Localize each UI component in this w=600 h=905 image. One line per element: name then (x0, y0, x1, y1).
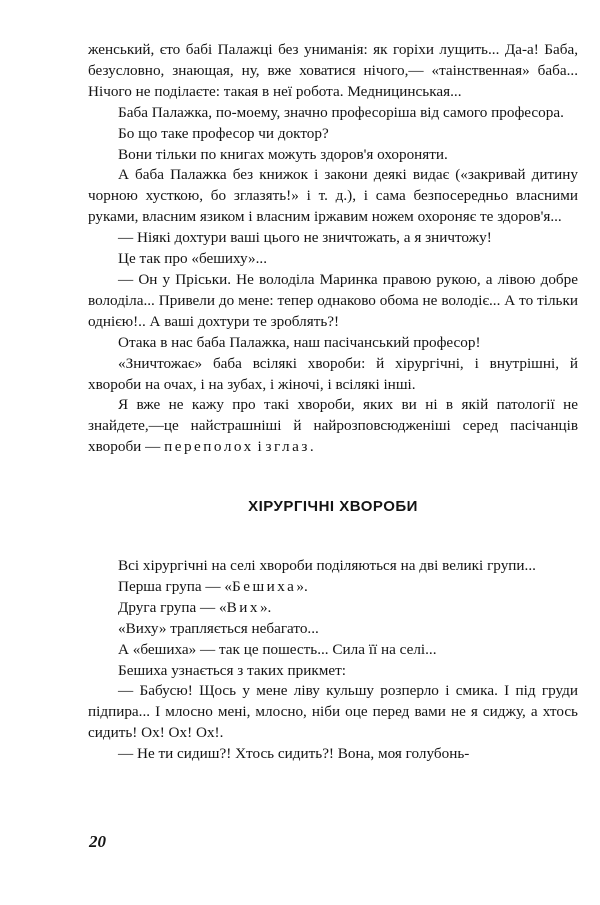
section-heading: ХІРУРГІЧНІ ХВОРОБИ (248, 498, 418, 516)
paragraph: — Не ти сидиш?! Хтось сидить?! Вона, моя голубонь- (118, 745, 470, 763)
group-one-suffix: ». (296, 577, 308, 595)
paragraph: Бешиха узнається з таких прикмет: (118, 661, 346, 679)
closing-paragraph (88, 395, 578, 458)
paragraph: Баба Палажка, по-моему, значно професоріша від самого професора. (118, 103, 564, 121)
closing-end: . (309, 438, 314, 456)
paragraph: женський, єто бабі Палажці без униманія: як горіхи лущить... Да-а! Баба, безусловно, знающая, ну, вже ховатися нічого,— «таінственная» баба... Нічого не поділаєте: такая в неї робота. Медницинськая... (88, 41, 578, 100)
group-one-prefix: Перша група — « (118, 577, 232, 595)
group-two-suffix: ». (259, 598, 272, 616)
paragraph: Всі хірургічні на селі хвороби поділяються на дві великі групи... (118, 557, 536, 575)
paragraph: — Он у Пріськи. Не володіла Маринка правою рукою, а лівою добре володіла... Привели до мене: тепер однаково обома не володіє... А то тільки однією!.. А ваші дохтури те зроблять?! (88, 270, 578, 330)
paragraph: Це так про «бешиху»... (118, 250, 268, 268)
paragraph: А «бешиха» — так це пошесть... Сила її на селі... (118, 640, 437, 658)
group-one-line (88, 577, 578, 598)
paragraph: А баба Палажка без книжок і закони деякі видає («закривай дитину чорною хусткою, бо зглазять!» і т. д.), і сама безпосередньо власними руками, власним язиком і власним іржавим ножем охороняє те здоров'я... (88, 166, 578, 226)
page-number: 20 (89, 832, 106, 851)
paragraph: Вони тільки по книгах можуть здоров'я охороняти. (118, 145, 448, 163)
group-one-name: Бешиха (232, 577, 297, 595)
closing-text: Я вже не кажу про такі хвороби, яких ви ні в якій патології не знайдете,—це найстрашніші й найрозповсюдженіші серед пасічанців хвороби — (88, 396, 578, 456)
group-two-prefix: Друга група — « (118, 598, 227, 616)
paragraph: «Зничтожає» баба всілякі хвороби: й хірургічні, і внутрішні, й хвороби на очах, і на зубах, і жіночі, і всілякі інші. (88, 354, 578, 393)
paragraph: Отака в нас баба Палажка, наш пасічанський професор! (118, 333, 481, 351)
term-zglaz: зглаз (265, 438, 310, 456)
paragraph: «Виху» трапляється небагато... (118, 619, 319, 637)
group-two-name: Вих (226, 598, 260, 616)
term-perepolokh: переполох (164, 438, 254, 456)
closing-conjunction: і (253, 438, 266, 456)
group-two-line (88, 598, 578, 619)
paragraph: — Ніякі дохтури ваші цього не зничтожать, а я зничтожу! (118, 229, 492, 247)
text-block (88, 40, 578, 765)
paragraph: Бо що таке професор чи доктор? (118, 124, 329, 142)
paragraph: — Бабусю! Щось у мене ліву кульшу розперло і смика. І під груди підпира... І млосно мені, млосно, ніби оце перед вами не я сиджу, а хтось сидить! Ох! Ох! Ох!. (88, 682, 578, 742)
